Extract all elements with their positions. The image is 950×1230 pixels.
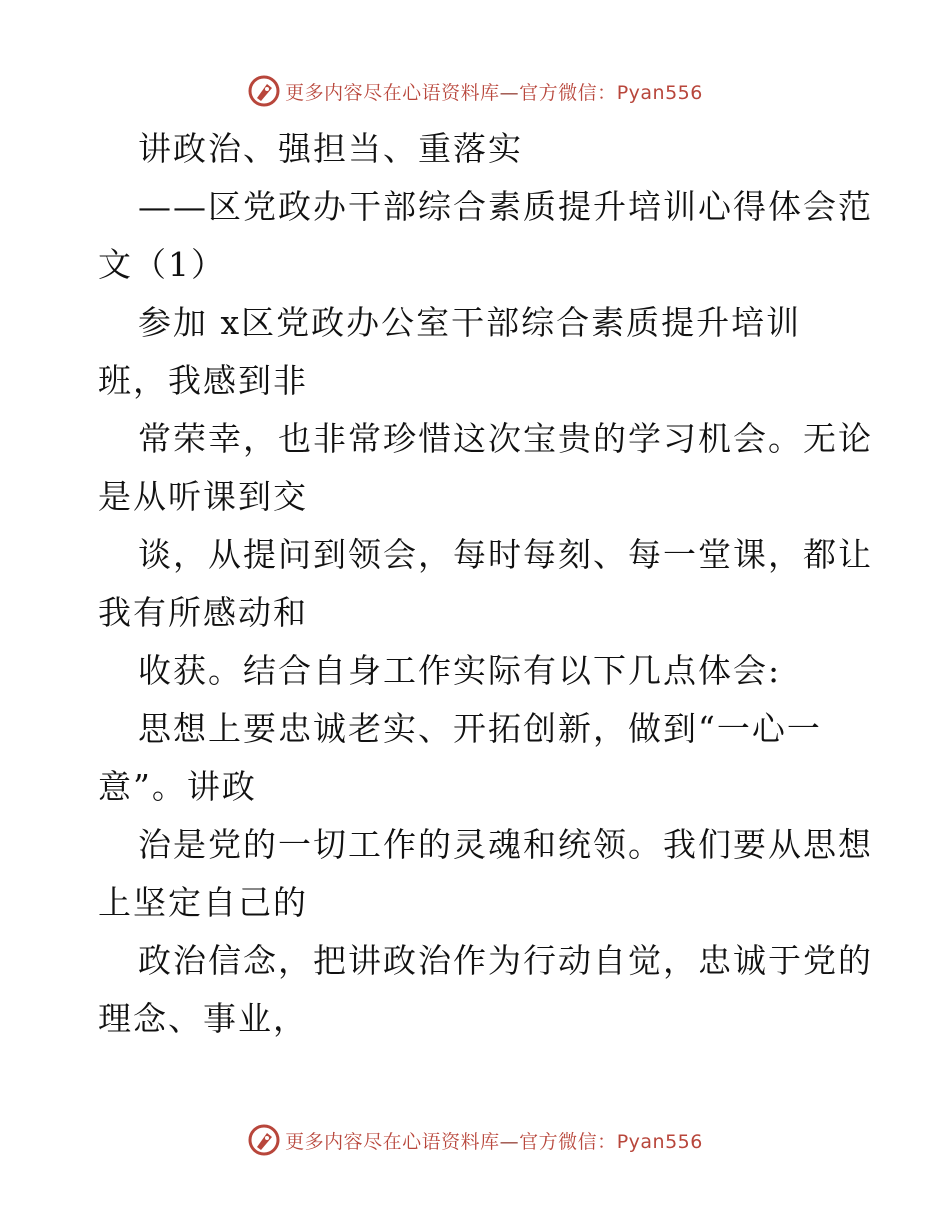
pen-nib-logo-icon bbox=[247, 74, 281, 108]
document-line: 讲政治、强担当、重落实 bbox=[138, 129, 523, 168]
watermark-separator: — bbox=[499, 1130, 520, 1153]
watermark-site-text: 更多内容尽在心语资料库 bbox=[285, 1130, 500, 1153]
watermark-wechat-label: 官方微信： bbox=[519, 81, 617, 104]
document-line: 文（1） bbox=[98, 245, 226, 284]
watermark-text bbox=[285, 78, 703, 105]
document-line: 是从听课到交 bbox=[98, 477, 308, 516]
document-line: 政治信念，把讲政治作为行动自觉，忠诚于党的 bbox=[138, 941, 873, 980]
watermark-wechat-id: Pyan556 bbox=[616, 1130, 703, 1153]
footer-watermark bbox=[0, 1120, 950, 1160]
document-line: 思想上要忠诚老实、开拓创新，做到“一心一 bbox=[138, 709, 822, 748]
watermark-wechat-id: Pyan556 bbox=[616, 81, 703, 104]
document-body bbox=[98, 120, 873, 1048]
pen-nib-logo-icon bbox=[247, 1123, 281, 1157]
watermark-text bbox=[285, 1127, 703, 1154]
document-line: 上坚定自己的 bbox=[98, 883, 308, 922]
watermark-separator: — bbox=[499, 81, 520, 104]
document-line: 治是党的一切工作的灵魂和统领。我们要从思想 bbox=[138, 825, 873, 864]
document-line: 收获。结合自身工作实际有以下几点体会: bbox=[138, 651, 782, 690]
document-line: 谈，从提问到领会，每时每刻、每一堂课，都让 bbox=[138, 535, 873, 574]
header-watermark bbox=[0, 71, 950, 111]
document-line: 班，我感到非 bbox=[98, 361, 308, 400]
document-line: 参加 x区党政办公室干部综合素质提升培训 bbox=[138, 303, 802, 342]
document-line: 理念、事业， bbox=[98, 999, 308, 1038]
watermark-wechat-label: 官方微信： bbox=[519, 1130, 617, 1153]
document-line: 我有所感动和 bbox=[98, 593, 308, 632]
document-line: ——区党政办干部综合素质提升培训心得体会范 bbox=[138, 187, 873, 226]
watermark-site-text: 更多内容尽在心语资料库 bbox=[285, 81, 500, 104]
document-line: 意”。讲政 bbox=[98, 767, 257, 806]
document-line: 常荣幸，也非常珍惜这次宝贵的学习机会。无论 bbox=[138, 419, 873, 458]
